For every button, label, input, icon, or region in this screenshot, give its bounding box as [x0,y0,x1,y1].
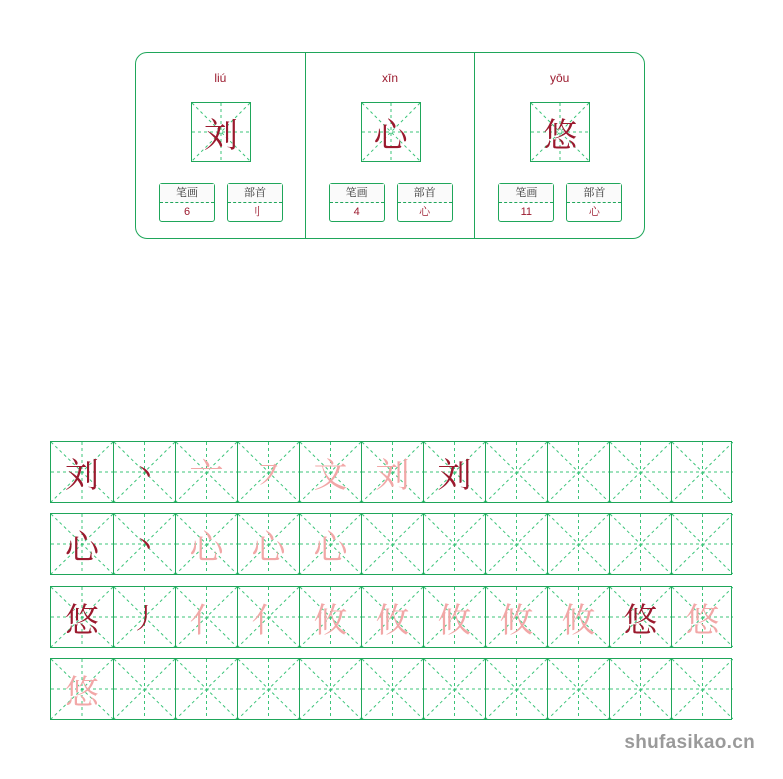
pinyin-label: yōu [550,71,570,85]
practice-glyph [672,514,733,574]
practice-glyph [548,514,609,574]
practice-glyph [610,514,671,574]
stroke-count-label: 笔画 [499,184,553,203]
radical-value: 刂 [249,206,261,218]
stroke-count-label: 笔画 [330,184,384,203]
practice-cell [671,659,733,719]
stroke-count-box [159,183,215,222]
practice-glyph: 心 [65,527,99,568]
char-column-liu [136,53,305,238]
pinyin-label: xīn [382,71,399,85]
practice-glyph [610,442,671,502]
radical-box [397,183,453,222]
radical-value: 心 [588,206,600,218]
stroke-count-value: 11 [520,206,533,218]
radical-value: 心 [419,206,431,218]
practice-glyph: 悠 [65,672,99,713]
practice-cell [423,514,485,574]
character-glyph: 悠 [543,115,578,156]
practice-cell [671,587,733,647]
practice-cell [51,514,113,574]
character-glyph: 刘 [204,115,238,156]
radical-box [227,183,283,222]
practice-glyph: 文 [313,455,348,496]
practice-glyph [362,659,423,719]
practice-cell [361,659,423,719]
practice-cell [113,442,175,502]
practice-glyph [548,659,609,719]
practice-cell [175,659,237,719]
practice-glyph [672,659,733,719]
radical-box [566,183,622,222]
practice-glyph: 悠 [65,600,99,641]
practice-cell [113,659,175,719]
practice-cell [175,442,237,502]
practice-glyph [486,514,547,574]
practice-cell [299,442,361,502]
character-box [530,102,590,162]
practice-cell [299,659,361,719]
practice-glyph [114,659,175,719]
stroke-count-box [329,183,385,222]
practice-glyph: 丶 [130,529,159,562]
site-watermark: shufasikao.cn [624,732,755,753]
practice-row [50,586,732,648]
practice-glyph: 攸 [561,600,596,641]
stroke-count-value: 4 [353,206,360,218]
stroke-count-box [498,183,554,222]
practice-glyph: 刘 [375,455,410,496]
radical-label: 部首 [567,184,621,203]
practice-cell [299,514,361,574]
practice-cell [671,514,733,574]
practice-cell [423,587,485,647]
practice-glyph: 心 [313,527,348,568]
practice-glyph: 心 [251,527,286,568]
practice-glyph: 悠 [685,600,720,641]
practice-glyph: 攸 [499,600,534,641]
character-box [191,102,251,162]
practice-cell [485,659,547,719]
practice-cell [609,659,671,719]
practice-cell [113,587,175,647]
practice-glyph [176,659,237,719]
practice-cell [423,659,485,719]
practice-glyph [548,442,609,502]
practice-glyph: 亻 [189,600,224,641]
practice-cell [609,514,671,574]
practice-cell [237,659,299,719]
practice-cell [361,514,423,574]
practice-row [50,513,732,575]
practice-cell [485,514,547,574]
stroke-count-value: 6 [183,206,191,218]
practice-cell [547,587,609,647]
character-box [361,102,421,162]
char-column-xin [305,53,475,238]
practice-glyph [362,514,423,574]
practice-cell [485,587,547,647]
radical-label: 部首 [228,184,282,203]
practice-cell [485,442,547,502]
practice-glyph: 亻 [251,600,286,641]
char-column-you [474,53,644,238]
practice-cell [237,587,299,647]
pinyin-label: liú [214,71,227,85]
practice-glyph: 攸 [375,600,410,641]
practice-glyph: 攸 [437,600,472,641]
practice-cell [547,442,609,502]
practice-cell [361,442,423,502]
character-glyph: 心 [373,115,408,156]
practice-glyph: 攸 [313,600,348,641]
practice-cell [237,514,299,574]
radical-label: 部首 [398,184,452,203]
practice-glyph: 心 [189,527,224,568]
character-info-card [135,52,645,239]
practice-cell [51,659,113,719]
practice-cell [113,514,175,574]
practice-glyph: 刘 [65,455,99,496]
practice-glyph: 丿 [130,602,159,635]
practice-glyph: 悠 [623,600,658,641]
practice-cell [237,442,299,502]
practice-glyph [424,514,485,574]
practice-glyph: ㇇ [251,455,286,496]
practice-cell [51,587,113,647]
practice-glyph [424,659,485,719]
practice-glyph [486,442,547,502]
practice-cell [609,587,671,647]
practice-row [50,441,732,503]
practice-glyph [486,659,547,719]
practice-cell [671,442,733,502]
practice-cell [609,442,671,502]
stroke-count-label: 笔画 [160,184,214,203]
practice-row [50,658,732,720]
practice-cell [175,514,237,574]
practice-cell [547,514,609,574]
practice-glyph [300,659,361,719]
practice-cell [423,442,485,502]
practice-cell [175,587,237,647]
practice-cell [547,659,609,719]
practice-cell [361,587,423,647]
practice-glyph: 亠 [189,455,224,496]
practice-glyph [672,442,733,502]
practice-glyph [610,659,671,719]
practice-glyph [238,659,299,719]
practice-glyph: 刘 [437,455,472,496]
practice-cell [299,587,361,647]
practice-glyph: 丶 [130,457,159,490]
practice-cell [51,442,113,502]
